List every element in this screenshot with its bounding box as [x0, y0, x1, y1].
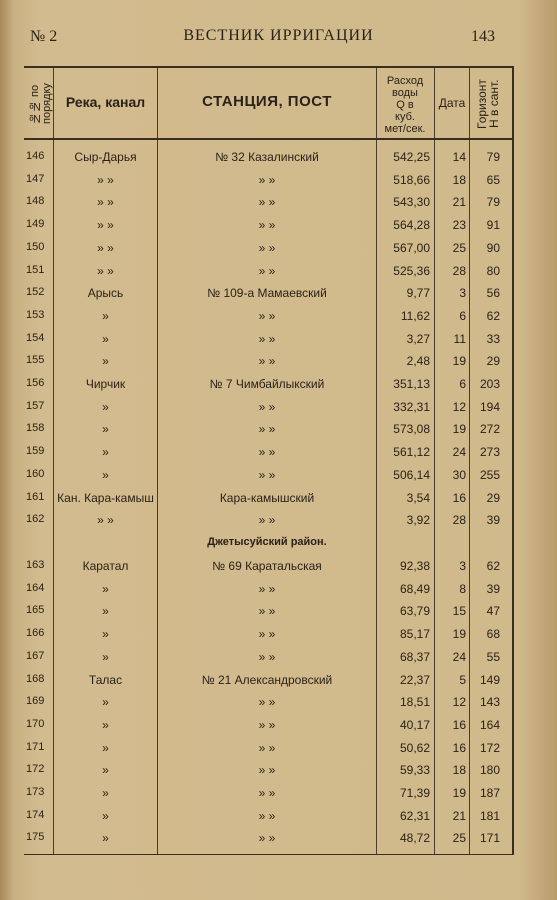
- date-cell: 6: [459, 377, 466, 391]
- journal-title: ВЕСТНИК ИРРИГАЦИИ: [183, 27, 374, 44]
- flow-cell: 3,92: [406, 513, 430, 528]
- table-row: [24, 487, 512, 510]
- river-cell: »: [102, 763, 109, 778]
- row-number: 162: [26, 513, 45, 526]
- table-row: [24, 373, 512, 396]
- station-cell: » »: [258, 331, 276, 346]
- column-header-station: СТАНЦИЯ, ПОСТ: [202, 93, 332, 110]
- river-cell: »: [102, 740, 109, 755]
- horizon-cell: 33: [486, 331, 500, 346]
- river-cell: Кан. Кара-камыш: [57, 490, 154, 505]
- flow-cell: 332,31: [393, 399, 430, 414]
- station-cell: » »: [258, 695, 276, 710]
- date-cell: 21: [452, 195, 466, 210]
- horizon-cell: 90: [486, 240, 500, 255]
- table-row: [24, 555, 512, 578]
- table-row: [24, 805, 512, 828]
- flow-cell: 9,77: [406, 286, 430, 301]
- station-cell: » »: [258, 172, 276, 187]
- station-cell: » »: [258, 763, 276, 778]
- station-cell: » »: [258, 581, 276, 596]
- row-number: 174: [26, 808, 45, 821]
- row-number: 146: [26, 150, 45, 162]
- row-number: 167: [26, 649, 45, 662]
- station-cell: № 7 Чимбайлыкский: [209, 377, 325, 391]
- horizon-cell: 181: [479, 808, 500, 823]
- date-cell: 30: [452, 467, 466, 482]
- station-cell: » »: [258, 627, 276, 642]
- date-cell: 21: [452, 808, 466, 823]
- table-row: [24, 396, 512, 419]
- horizon-cell: 80: [486, 263, 500, 278]
- station-cell: » »: [258, 717, 276, 732]
- date-cell: 3: [459, 286, 466, 301]
- flow-cell: 40,17: [399, 717, 430, 732]
- station-cell: № 69 Каратальская: [212, 559, 322, 573]
- table-row: [24, 237, 512, 260]
- flow-cell: 92,38: [399, 559, 430, 573]
- flow-cell: 567,00: [393, 240, 430, 255]
- river-cell: »: [102, 308, 109, 323]
- station-cell: » »: [258, 354, 276, 369]
- row-number: 153: [26, 308, 45, 321]
- flow-cell: 506,14: [393, 467, 430, 482]
- horizon-cell: 180: [479, 763, 500, 778]
- flow-cell: 48,72: [399, 831, 430, 846]
- river-cell: » »: [97, 172, 114, 187]
- horizon-cell: 172: [479, 740, 500, 755]
- column-header-horizon: Горизонт H в сант.: [475, 79, 501, 129]
- river-cell: Каратал: [82, 559, 129, 573]
- horizon-cell: 39: [486, 581, 500, 596]
- horizon-cell: 194: [479, 399, 500, 414]
- table-row: [24, 759, 512, 782]
- row-number: 171: [26, 740, 45, 753]
- horizon-cell: 203: [479, 377, 500, 391]
- station-cell: » »: [258, 445, 276, 460]
- flow-cell: 2,48: [406, 354, 430, 369]
- flow-cell: 68,37: [399, 649, 430, 664]
- table-row: [24, 669, 512, 692]
- table-row: [24, 464, 512, 487]
- table-row: [24, 305, 512, 328]
- date-cell: 14: [452, 150, 466, 164]
- date-cell: 12: [452, 695, 466, 710]
- row-number: 166: [26, 627, 45, 640]
- river-cell: »: [102, 649, 109, 664]
- flow-cell: 543,30: [393, 195, 430, 210]
- flow-cell: 63,79: [399, 604, 430, 619]
- horizon-cell: 29: [486, 354, 500, 369]
- row-number: 160: [26, 467, 45, 480]
- data-table: [24, 66, 514, 855]
- station-cell: » »: [258, 308, 276, 323]
- flow-cell: 518,66: [393, 172, 430, 187]
- flow-cell: 3,27: [406, 331, 430, 346]
- issue-number: № 2: [30, 28, 58, 45]
- row-number: 149: [26, 218, 45, 231]
- horizon-cell: 187: [479, 786, 500, 800]
- date-cell: 19: [452, 786, 466, 800]
- river-cell: »: [102, 399, 109, 414]
- row-number: 161: [26, 490, 45, 503]
- river-cell: »: [102, 808, 109, 823]
- river-cell: » »: [97, 195, 114, 210]
- horizon-cell: 143: [479, 695, 500, 710]
- flow-cell: 85,17: [399, 627, 430, 642]
- river-cell: Чирчик: [85, 377, 126, 391]
- table-row: [24, 441, 512, 464]
- station-cell: » »: [258, 649, 276, 664]
- table-row: [24, 714, 512, 737]
- column-header-river: Река, канал: [65, 94, 146, 110]
- table-row: [24, 282, 512, 305]
- row-number: 155: [26, 354, 45, 367]
- horizon-cell: 79: [486, 150, 500, 164]
- row-number: 152: [26, 286, 45, 299]
- flow-cell: 59,33: [399, 763, 430, 778]
- flow-cell: 525,36: [393, 263, 430, 278]
- river-cell: »: [102, 695, 109, 710]
- horizon-cell: 171: [479, 831, 500, 846]
- row-number: 147: [26, 172, 45, 185]
- horizon-cell: 68: [486, 627, 500, 642]
- station-cell: » »: [258, 218, 276, 233]
- row-number: 154: [26, 331, 45, 344]
- station-cell: № 109-а Мамаевский: [207, 286, 327, 301]
- station-cell: » »: [258, 195, 276, 210]
- flow-cell: 561,12: [393, 445, 430, 460]
- table-row: [24, 646, 512, 669]
- table-row: [24, 578, 512, 601]
- station-cell: » »: [258, 467, 276, 482]
- river-cell: Арысь: [87, 286, 124, 301]
- table-row: [24, 328, 512, 351]
- horizon-cell: 79: [486, 195, 500, 210]
- river-cell: » »: [97, 240, 114, 255]
- table-row: [24, 827, 512, 850]
- horizon-cell: 272: [479, 422, 500, 437]
- row-number: 175: [26, 831, 45, 844]
- river-cell: »: [102, 445, 109, 460]
- station-cell: » »: [258, 513, 276, 528]
- column-header-flow: Расход воды Q в куб. мет/сек.: [384, 75, 426, 135]
- date-cell: 5: [459, 672, 466, 687]
- flow-cell: 351,13: [393, 377, 430, 391]
- horizon-cell: 39: [486, 513, 500, 528]
- row-number: 157: [26, 399, 45, 412]
- date-cell: 11: [453, 331, 466, 346]
- horizon-cell: 55: [486, 649, 500, 664]
- horizon-cell: 149: [479, 672, 500, 687]
- table-row: [24, 509, 512, 532]
- row-number: 151: [26, 263, 45, 276]
- flow-cell: 68,49: [399, 581, 430, 596]
- date-cell: 16: [452, 490, 466, 505]
- date-cell: 6: [459, 308, 466, 323]
- date-cell: 24: [452, 649, 466, 664]
- river-cell: »: [102, 786, 109, 800]
- horizon-cell: 164: [479, 717, 500, 732]
- date-cell: 19: [452, 422, 466, 437]
- flow-cell: 50,62: [399, 740, 430, 755]
- row-number: 168: [26, 672, 45, 685]
- river-cell: »: [102, 331, 109, 346]
- date-cell: 16: [452, 740, 466, 755]
- date-cell: 25: [452, 831, 466, 846]
- flow-cell: 18,51: [399, 695, 430, 710]
- table-row: [24, 260, 512, 283]
- table-row: [24, 418, 512, 441]
- horizon-cell: 29: [486, 490, 500, 505]
- page-number: 143: [471, 28, 495, 45]
- row-number: 169: [26, 695, 45, 708]
- river-cell: Сыр-Дарья: [74, 150, 137, 164]
- table-row: [24, 600, 512, 623]
- page-header: [20, 22, 537, 52]
- station-cell: » »: [258, 786, 276, 800]
- flow-cell: 3,54: [406, 490, 430, 505]
- date-cell: 16: [452, 717, 466, 732]
- river-cell: »: [102, 467, 109, 482]
- horizon-cell: 273: [479, 445, 500, 460]
- station-cell: » »: [258, 808, 276, 823]
- row-number: 164: [26, 581, 45, 594]
- section-title: Джетысуйский район.: [207, 536, 327, 548]
- station-cell: » »: [258, 399, 276, 414]
- river-cell: »: [102, 581, 109, 596]
- station-cell: » »: [258, 604, 276, 619]
- table-row: [24, 623, 512, 646]
- flow-cell: 573,08: [393, 422, 430, 437]
- station-cell: » »: [258, 240, 276, 255]
- date-cell: 8: [459, 581, 466, 596]
- station-cell: » »: [258, 422, 276, 437]
- river-cell: » »: [97, 218, 114, 233]
- row-number: 173: [26, 786, 45, 798]
- row-number: 163: [26, 559, 45, 571]
- row-number: 156: [26, 377, 45, 389]
- table-row: [24, 146, 512, 169]
- flow-cell: 22,37: [399, 672, 430, 687]
- river-cell: »: [102, 627, 109, 642]
- river-cell: »: [102, 717, 109, 732]
- table-row: [24, 350, 512, 373]
- date-cell: 24: [452, 445, 466, 460]
- row-number: 170: [26, 717, 45, 730]
- horizon-cell: 62: [486, 559, 500, 573]
- date-cell: 12: [452, 399, 466, 414]
- horizon-cell: 91: [486, 218, 500, 233]
- date-cell: 15: [452, 604, 466, 619]
- date-cell: 19: [452, 354, 466, 369]
- river-cell: »: [102, 604, 109, 619]
- flow-cell: 11,62: [400, 308, 430, 323]
- table-row: [24, 737, 512, 760]
- flow-cell: 71,39: [399, 786, 430, 800]
- table-row: [24, 191, 512, 214]
- date-cell: 28: [452, 263, 466, 278]
- column-header-no: №№ по порядку: [29, 83, 53, 125]
- river-cell: Талас: [88, 672, 123, 687]
- row-number: 172: [26, 763, 45, 776]
- flow-cell: 62,31: [399, 808, 430, 823]
- flow-cell: 542,25: [393, 150, 430, 164]
- table-row: [24, 169, 512, 192]
- station-cell: » »: [258, 740, 276, 755]
- flow-cell: 564,28: [393, 218, 430, 233]
- station-cell: Кара-камышский: [219, 490, 315, 505]
- station-cell: » »: [258, 831, 276, 846]
- date-cell: 23: [452, 218, 466, 233]
- row-number: 150: [26, 240, 45, 253]
- station-cell: № 32 Казалинский: [215, 150, 319, 164]
- table-row: [24, 214, 512, 237]
- table-row: [24, 782, 512, 805]
- horizon-cell: 62: [486, 308, 500, 323]
- table-header: [24, 68, 512, 140]
- date-cell: 3: [459, 559, 466, 573]
- row-number: 158: [26, 422, 45, 435]
- horizon-cell: 56: [486, 286, 500, 301]
- row-number: 159: [26, 445, 45, 458]
- date-cell: 18: [452, 763, 466, 778]
- horizon-cell: 65: [486, 172, 500, 187]
- river-cell: »: [102, 422, 109, 437]
- date-cell: 25: [452, 240, 466, 255]
- horizon-cell: 47: [486, 604, 500, 619]
- date-cell: 28: [452, 513, 466, 528]
- row-number: 148: [26, 195, 45, 208]
- table-row: [24, 691, 512, 714]
- date-cell: 18: [452, 172, 466, 187]
- river-cell: » »: [97, 513, 114, 528]
- station-cell: № 21 Александровский: [201, 672, 333, 687]
- date-cell: 19: [452, 627, 466, 642]
- river-cell: »: [102, 831, 109, 846]
- row-number: 165: [26, 604, 45, 617]
- horizon-cell: 255: [479, 467, 500, 482]
- station-cell: » »: [258, 263, 276, 278]
- column-header-date: Дата: [438, 96, 466, 110]
- river-cell: » »: [97, 263, 114, 278]
- river-cell: »: [102, 354, 109, 369]
